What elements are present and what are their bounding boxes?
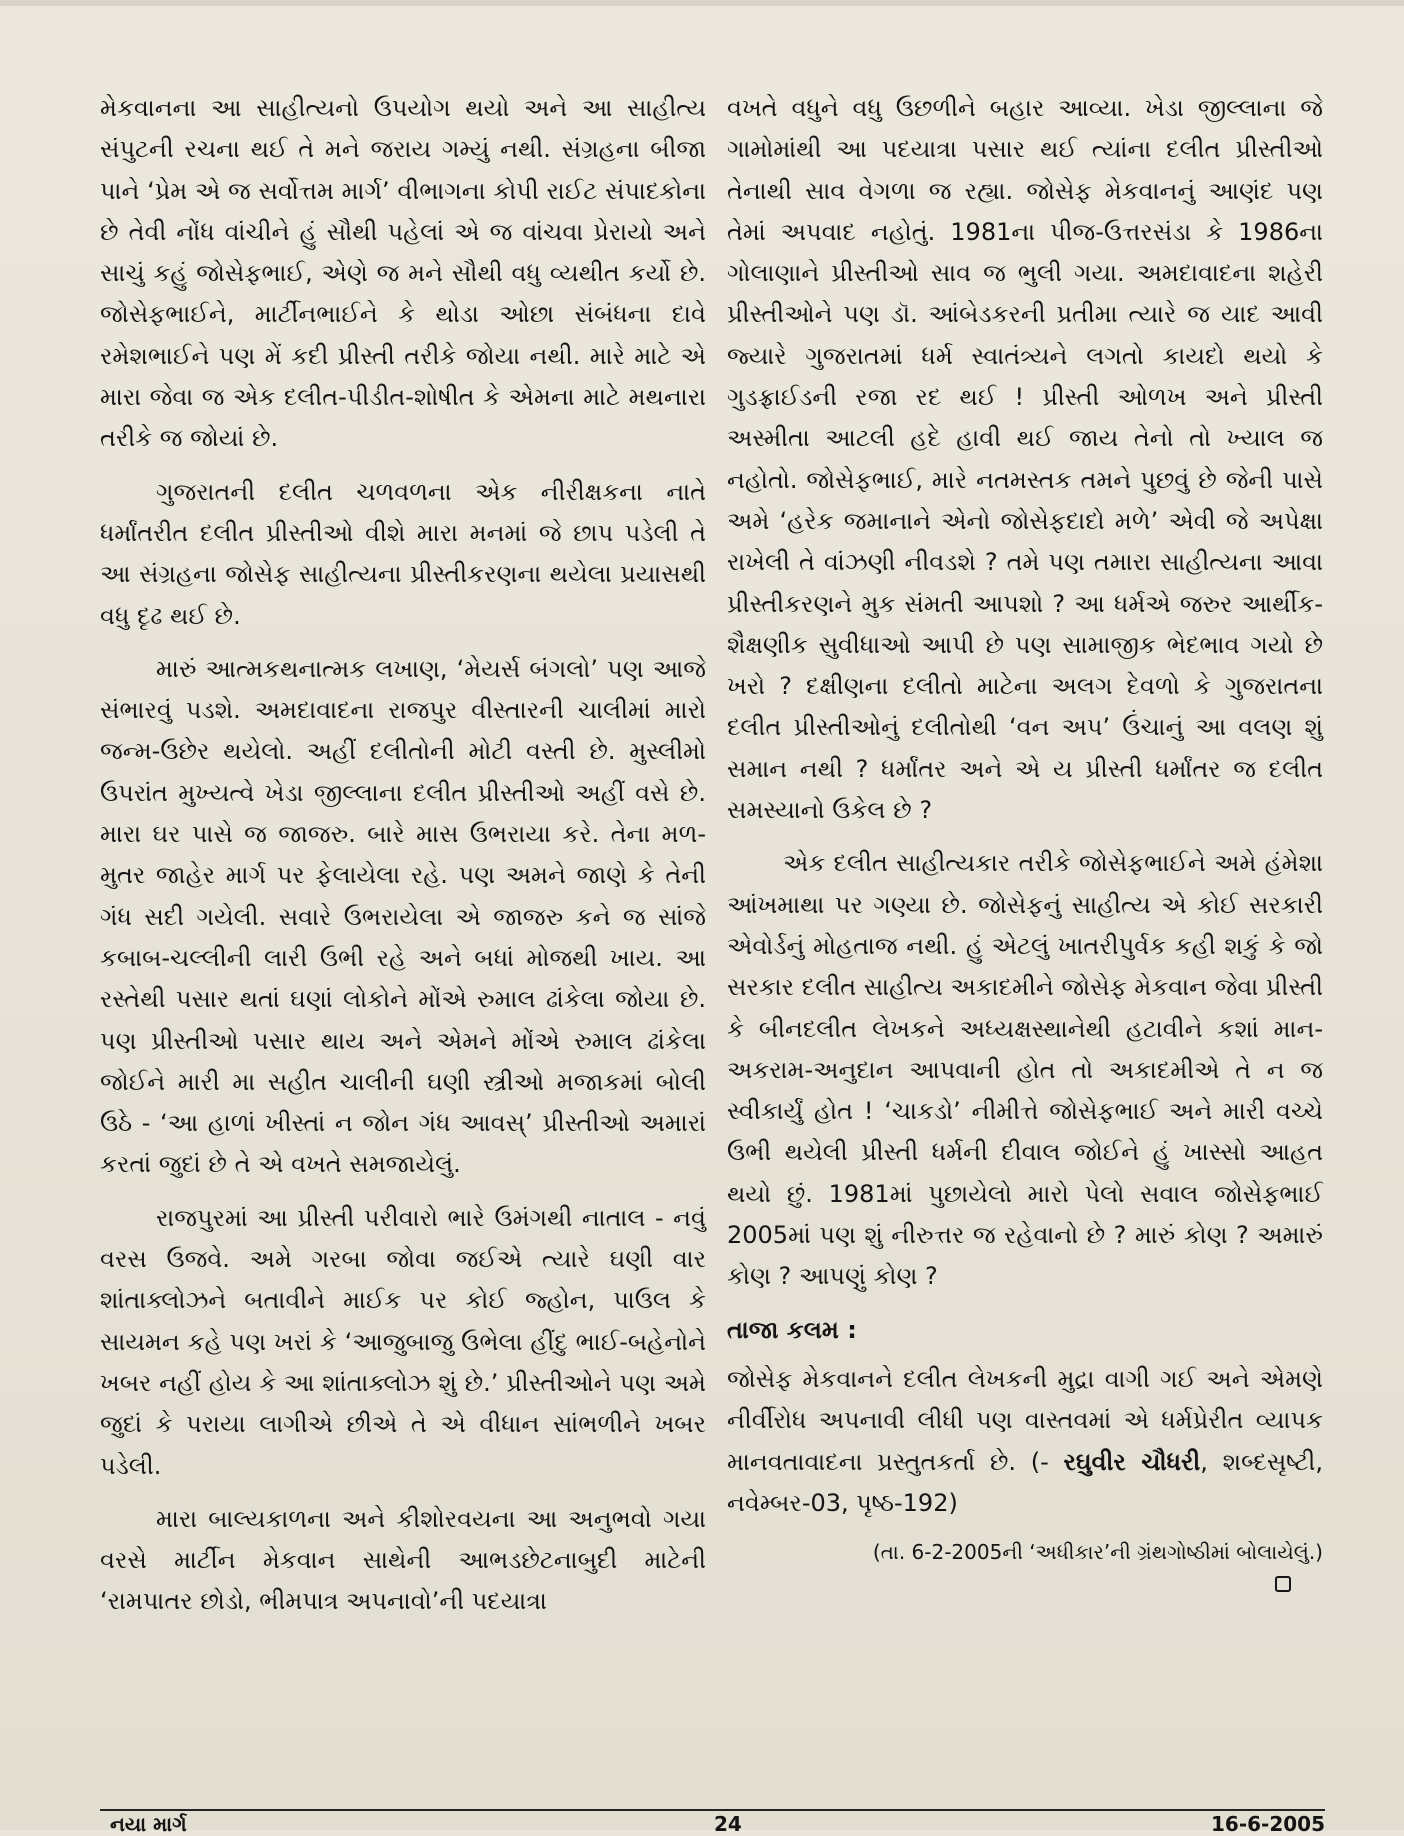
paragraph-7: એક દલીત સાહીત્યકાર તરીકે જોસેફભાઈને અમે હંમેશા આંખમાથા પર ગણ્યા છે. જોસેફનું સાહીત્ય એ કોઈ સરકારી એવોર્ડનું મોહતાજ નથી. હું એટલું ખાતરીપુર્વક કહી શકું કે જો સરકાર દલીત સાહીત્ય અકાદમીને જોસેફ મેકવાન જેવા પ્રીસ્તી કે બીનદલીત લેખકને અધ્યક્ષસ્થાનેથી હટાવીને કશાં માન-અકરામ-અનુદાન આપવાની હોત તો અકાદમીએ તે ન જ સ્વીકાર્યું હોત ! ‘ચાકડો’ નીમીત્તે જોસેફભાઈ અને મારી વચ્ચે ઉભી થયેલી પ્રીસ્તી ધર્મની દીવાલ જોઈને હું ખાસ્સો આહત થયો છું. 1981માં પુછાયેલો મારો પેલો સવાલ જોસેફભાઈ 2005માં પણ શું નીરુત્તર જ રહેવાનો છે ? મારું કોણ ? અમારું કોણ ? આપણું કોણ ? (727, 849, 1323, 1291)
postscript-paragraph (727, 1359, 1323, 1524)
page-number: 24 (714, 1812, 742, 1836)
end-mark-icon (1275, 1576, 1291, 1592)
postscript-text: જોસેફ મેકવાનને દલીત લેખકની મુદ્રા વાગી ગઈ અને એમણે નીર્વીરોધ અપનાવી લીધી પણ વાસ્તવમાં એ ધર્મપ્રેરીત વ્યાપક માનવતાવાદના પ્રસ્તુતકર્તા છે. (- (727, 1364, 1323, 1476)
speech-note: (તા. 6-2-2005ની ‘અધીકાર’ની ગ્રંથગોષ્ઠીમાં બોલાયેલું.) (872, 1540, 1323, 1565)
postscript-heading: તાજા કલમ : (727, 1315, 857, 1344)
page-edge (0, 0, 1404, 6)
magazine-name: નયા માર્ગ (110, 1812, 187, 1836)
postscript-author: રઘુવીર ચૌધરી (1063, 1447, 1201, 1476)
postscript-source: , શબ્દસૃષ્ટી, નવેમ્બર-03, પૃષ્ઠ-192) (727, 1447, 1323, 1517)
paragraph-2: ગુજરાતની દલીત ચળવળના એક નીરીક્ષકના નાતે ધર્માંતરીત દલીત પ્રીસ્તીઓ વીશે મારા મનમાં જે છાપ પડેલી તે આ સંગ્રહના જોસેફ સાહીત્યના પ્રીસ્તીકરણના થયેલા પ્રયાસથી વધુ દૃઢ થઈ છે. (100, 477, 706, 630)
paragraph-1: મેકવાનના આ સાહીત્યનો ઉપયોગ થયો અને આ સાહીત્ય સંપુટની રચના થઈ તે મને જરાય ગમ્યું નથી. સંગ્રહના બીજા પાને ‘પ્રેમ એ જ સર્વોત્તમ માર્ગ’ વીભાગના કોપી રાઈટ સંપાદકોના છે તેવી નોંધ વાંચીને હું સૌથી પહેલાં એ જ વાંચવા પ્રેરાયો અને સાચું કહું જોસેફભાઈ, એણે જ મને સૌથી વધુ વ્યથીત કર્યો છે. જોસેફભાઈને, માર્ટીનભાઈને કે થોડા ઓછા સંબંધના દાવે રમેશભાઈને પણ મેં કદી પ્રીસ્તી તરીકે જોયા નથી. મારે માટે એ મારા જેવા જ એક દલીત-પીડીત-શોષીત કે એમના માટે મથનારા તરીકે જ જોયાં છે. (100, 94, 706, 453)
left-column (100, 88, 706, 1635)
footer-rule (100, 1809, 1325, 1811)
paragraph-5: મારા બાલ્યકાળના અને કીશોરવયના આ અનુભવો ગયા વરસે માર્ટીન મેકવાન સાથેની આભડછેટનાબુદી માટેની ‘રામપાતર છોડો, ભીમપાત્ર અપનાવો’ની પદયાત્રા (100, 1504, 706, 1616)
paragraph-6: વખતે વધુને વધુ ઉછળીને બહાર આવ્યા. ખેડા જીલ્લાના જે ગામોમાંથી આ પદયાત્રા પસાર થઈ ત્યાંના દલીત પ્રીસ્તીઓ તેનાથી સાવ વેગળા જ રહ્યા. જોસેફ મેકવાનનું આણંદ પણ તેમાં અપવાદ નહોતું. 1981ના પીજ-ઉત્તરસંડા કે 1986ના ગોલાણાને પ્રીસ્તીઓ સાવ જ ભુલી ગયા. અમદાવાદના શહેરી પ્રીસ્તીઓને પણ ડૉ. આંબેડકરની પ્રતીમા ત્યારે જ યાદ આવી જ્યારે ગુજરાતમાં ધર્મ સ્વાતંત્ર્યને લગતો કાયદો થયો કે ગુડફ્રાઈડની રજા રદ થઈ ! પ્રીસ્તી ઓળખ અને પ્રીસ્તી અસ્મીતા આટલી હદે હાવી થઈ જાય તેનો તો ખ્યાલ જ નહોતો. જોસેફભાઈ, મારે નતમસ્તક તમને પુછવું છે જેની પાસે અમે ‘હરેક જમાનાને એનો જોસેફદાદો મળે’ એવી જે અપેક્ષા રાખેલી તે વાંઝણી નીવડશે ? તમે પણ તમારા સાહીત્યના આવા પ્રીસ્તીકરણને મુક સંમતી આપશો ? આ ધર્મએ જરુર આર્થીક-શૈક્ષણીક સુવીધાઓ આપી છે પણ સામાજીક ભેદભાવ ગયો છે ખરો ? દક્ષીણના દલીતો માટેના અલગ દેવળો કે ગુજરાતના દલીત પ્રીસ્તીઓનું દલીતોથી ‘વન અપ’ ઉંચાનું આ વલણ શું સમાન નથી ? ધર્માંતર અને એ ય પ્રીસ્તી ધર્માંતર જ દલીત સમસ્યાનો ઉકેલ છે ? (727, 94, 1323, 825)
paragraph-3: મારું આત્મકથનાત્મક લખાણ, ‘મેયર્સ બંગલો’ પણ આજે સંભારવું પડશે. અમદાવાદના રાજપુર વીસ્તારની ચાલીમાં મારો જન્મ-ઉછેર થયેલો. અહીં દલીતોની મોટી વસ્તી છે. મુસ્લીમો ઉપરાંત મુખ્યત્વે ખેડા જીલ્લાના દલીત પ્રીસ્તીઓ અહીં વસે છે. મારા ઘર પાસે જ જાજરુ. બારે માસ ઉભરાયા કરે. તેના મળ-મુતર જાહેર માર્ગ પર ફેલાયેલા રહે. પણ અમને જાણે કે તેની ગંધ સદી ગયેલી. સવારે ઉભરાયેલા એ જાજરુ કને જ સાંજે કબાબ-ચલ્લીની લારી ઉભી રહે અને બધાં મોજથી ખાય. આ રસ્તેથી પસાર થતાં ઘણાં લોકોને મોંએ રુમાલ ઢાંકેલા જોયા છે. પણ પ્રીસ્તીઓ પસાર થાય અને એમને મોંએ રુમાલ ઢાંકેલા જોઈને મારી મા સહીત ચાલીની ઘણી સ્ત્રીઓ મજાકમાં બોલી ઉઠે - ‘આ હાળાં ખીસ્તાં ન જોન ગંધ આવસ્’ પ્રીસ્તીઓ અમારાં કરતાં જુદાં છે તે એ વખતે સમજાયેલું. (100, 654, 706, 1179)
issue-date: 16-6-2005 (1210, 1812, 1325, 1836)
right-column (727, 88, 1323, 1592)
paragraph-4: રાજપુરમાં આ પ્રીસ્તી પરીવારો ભારે ઉમંગથી નાતાલ - નવું વરસ ઉજવે. અમે ગરબા જોવા જઈએ ત્યારે ઘણી વાર શાંતાક્લોઝને બતાવીને માઈક પર કોઈ જ્હોન, પાઉલ કે સાયમન કહે પણ ખરાં કે ‘આજુબાજુ ઉભેલા હીંદુ ભાઈ-બહેનોને ખબર નહીં હોય કે આ શાંતાક્લોઝ શું છે.’ પ્રીસ્તીઓને પણ અમે જુદાં કે પરાયા લાગીએ છીએ તે એ વીધાન સાંભળીને ખબર પડેલી. (100, 1203, 706, 1480)
